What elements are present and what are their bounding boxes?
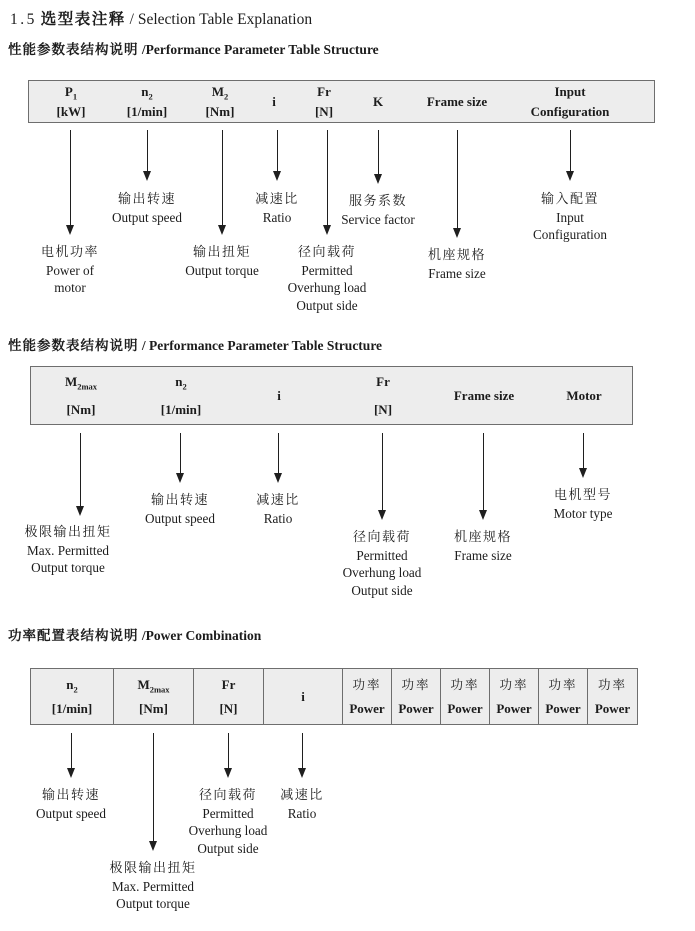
cell-text: K — [372, 94, 384, 109]
callout-label — [341, 193, 415, 228]
arrowhead-icon — [224, 768, 232, 778]
section-heading-en: / Performance Parameter Table Structure — [141, 338, 383, 353]
cell-text: [1/min] — [126, 104, 168, 119]
table-cell — [264, 669, 343, 724]
table-cell — [31, 669, 114, 724]
callout-label — [41, 244, 99, 297]
table-cell — [206, 81, 235, 122]
cell-text: 功率 — [597, 677, 627, 692]
down-arrow-icon — [180, 433, 181, 474]
callout-line: Output speed — [36, 805, 106, 821]
cell-text: [1/min] — [51, 701, 93, 716]
callout-line: motor — [54, 280, 86, 295]
callout-line: Overhung load — [287, 280, 367, 295]
table-cell — [374, 367, 392, 424]
cell-line — [554, 82, 585, 101]
cell-text: M — [64, 374, 78, 389]
callout-line: 服务系数 — [348, 194, 407, 209]
table-cell — [588, 669, 637, 724]
cell-text: 功率 — [450, 677, 480, 692]
callout-line: Output side — [296, 297, 358, 313]
callout-line: Permitted — [301, 262, 353, 278]
table-cell — [277, 367, 281, 424]
table-cell — [490, 669, 539, 724]
cell-text: Power — [545, 701, 581, 716]
callout-line: Output torque — [116, 896, 190, 911]
section-heading — [8, 38, 379, 58]
callout-line: 极限输出扭矩 — [24, 525, 112, 540]
cell-line — [161, 400, 201, 419]
cell-text: Fr — [376, 374, 390, 389]
cell-text: Power — [594, 701, 631, 716]
arrowhead-icon — [273, 171, 281, 181]
callout-line: 径向载荷 — [297, 245, 356, 260]
cell-line — [141, 82, 152, 101]
cell-text: [1/min] — [160, 402, 202, 417]
cell-text: P — [64, 84, 73, 99]
down-arrow-icon — [277, 130, 278, 172]
cell-line — [496, 699, 531, 718]
cell-text: [Nm] — [205, 104, 235, 119]
arrowhead-icon — [143, 171, 151, 181]
table-cell — [272, 81, 276, 122]
cell-line — [454, 386, 514, 405]
down-arrow-icon — [327, 130, 328, 226]
callout-line: Output torque — [185, 262, 259, 278]
cell-line — [206, 102, 235, 121]
cell-line — [137, 675, 169, 694]
callout-label — [109, 860, 196, 913]
cell-text: Fr — [317, 84, 331, 99]
cell-text: [N] — [219, 701, 238, 716]
section-heading-en: /Performance Parameter Table Structure — [141, 42, 379, 57]
cell-line — [222, 675, 236, 694]
down-arrow-icon — [147, 130, 148, 172]
callout-label — [428, 247, 486, 282]
cell-text: n — [141, 84, 149, 99]
cell-line — [373, 92, 383, 111]
cell-text: Input — [554, 84, 586, 99]
arrowhead-icon — [323, 225, 331, 235]
arrowhead-icon — [453, 228, 461, 238]
cell-line — [447, 699, 482, 718]
cell-text: 功率 — [548, 677, 578, 692]
cell-subscript: 2 — [73, 684, 78, 695]
table-cell — [539, 669, 588, 724]
callout-line: Frame size — [454, 547, 512, 563]
callout-label — [343, 529, 422, 599]
table-cell — [373, 81, 383, 122]
cell-line — [175, 372, 186, 391]
cell-line — [219, 699, 237, 718]
callout-line: Output side — [351, 582, 413, 598]
callout-line: Power of — [46, 262, 94, 278]
cell-text: 功率 — [499, 677, 529, 692]
table-cell — [57, 81, 86, 122]
callout-label — [256, 492, 300, 527]
callout-line: Frame size — [428, 265, 486, 281]
callout-label — [280, 787, 324, 822]
down-arrow-icon — [302, 733, 303, 769]
cell-line — [65, 82, 77, 101]
cell-text: i — [272, 94, 276, 109]
cell-line — [139, 699, 168, 718]
arrowhead-icon — [218, 225, 226, 235]
table-cell — [315, 81, 333, 122]
cell-line — [66, 675, 77, 694]
down-arrow-icon — [153, 733, 154, 842]
arrowhead-icon — [274, 473, 282, 483]
callout-label — [554, 487, 613, 522]
callout-line: 电机功率 — [40, 245, 100, 260]
cell-subscript: 2max — [149, 684, 170, 695]
callout-label — [255, 191, 299, 226]
down-arrow-icon — [583, 433, 584, 469]
page-title — [10, 7, 312, 29]
cell-text: 功率 — [352, 677, 382, 692]
cell-line — [376, 372, 390, 391]
callout-line: 输出转速 — [150, 493, 209, 508]
callout-line: 减速比 — [256, 493, 300, 508]
table-cell — [194, 669, 264, 724]
section-heading — [8, 334, 382, 354]
cell-subscript: 2 — [224, 91, 229, 102]
cell-text: 功率 — [401, 677, 431, 692]
callout-line: 径向载荷 — [198, 788, 257, 803]
section-heading — [8, 624, 261, 644]
callout-line: Output speed — [145, 510, 215, 526]
callout-label — [454, 529, 512, 564]
cell-text: n — [175, 374, 183, 389]
cell-text: Frame size — [426, 94, 488, 109]
param-table — [30, 366, 633, 425]
callout-line: Service factor — [341, 211, 415, 227]
table-cell — [127, 81, 167, 122]
callout-line: Output side — [197, 840, 259, 856]
table-cell — [427, 81, 487, 122]
table-cell — [454, 367, 514, 424]
arrowhead-icon — [566, 171, 574, 181]
section-heading-cn: 性能参数表结构说明 — [8, 42, 139, 57]
cell-line — [398, 699, 433, 718]
cell-line — [301, 687, 305, 706]
cell-text: Power — [447, 701, 483, 716]
callout-label — [112, 191, 182, 226]
callout-label — [185, 244, 259, 279]
callout-line: 减速比 — [280, 788, 324, 803]
cell-subscript: 2 — [148, 91, 153, 102]
cell-text: Power — [496, 701, 532, 716]
cell-text: Fr — [221, 677, 236, 692]
down-arrow-icon — [570, 130, 571, 172]
down-arrow-icon — [80, 433, 81, 507]
arrowhead-icon — [378, 510, 386, 520]
cell-line — [317, 82, 331, 101]
callout-line: Output torque — [31, 560, 105, 575]
callout-line: 输出扭矩 — [192, 245, 251, 260]
cell-line — [499, 675, 528, 694]
arrowhead-icon — [479, 510, 487, 520]
table-cell — [114, 669, 194, 724]
cell-text: Frame size — [453, 388, 515, 403]
cell-text: Power — [398, 701, 434, 716]
callout-line: Output speed — [112, 209, 182, 225]
cell-text: [Nm] — [139, 701, 168, 716]
cell-line — [315, 102, 333, 121]
arrowhead-icon — [66, 225, 74, 235]
callout-line: Permitted — [202, 805, 254, 821]
cell-line — [52, 699, 92, 718]
callout-line: 输出转速 — [41, 788, 100, 803]
cell-subscript: 2max — [77, 381, 98, 392]
arrowhead-icon — [579, 468, 587, 478]
arrowhead-icon — [149, 841, 157, 851]
callout-line: 极限输出扭矩 — [109, 861, 197, 876]
page-title-number: 1.5 — [10, 11, 37, 28]
cell-line — [67, 400, 96, 419]
callout-line: Overhung load — [342, 565, 422, 580]
cell-line — [595, 699, 630, 718]
arrowhead-icon — [67, 768, 75, 778]
cell-text: M — [137, 677, 150, 692]
callout-line: Ratio — [262, 209, 292, 225]
arrowhead-icon — [298, 768, 306, 778]
down-arrow-icon — [483, 433, 484, 511]
down-arrow-icon — [71, 733, 72, 769]
callout-line: Permitted — [356, 547, 408, 563]
page-title-cn: 选型表注释 — [40, 11, 126, 28]
down-arrow-icon — [278, 433, 279, 474]
callout-line: 径向载荷 — [352, 530, 411, 545]
cell-text: Configuration — [530, 104, 610, 119]
callout-line: Ratio — [263, 510, 293, 526]
cell-line — [65, 372, 97, 391]
callout-line: Overhung load — [188, 823, 268, 838]
cell-line — [545, 699, 580, 718]
param-table — [30, 668, 638, 725]
cell-line — [566, 386, 601, 405]
down-arrow-icon — [222, 130, 223, 226]
table-cell — [65, 367, 97, 424]
callout-line: Max. Permitted — [111, 878, 195, 894]
cell-line — [57, 102, 86, 121]
table-cell — [441, 669, 490, 724]
cell-text: i — [277, 388, 281, 403]
cell-subscript: 2 — [182, 381, 187, 392]
cell-line — [127, 102, 167, 121]
cell-text: [kW] — [56, 104, 86, 119]
cell-text: n — [66, 677, 74, 692]
down-arrow-icon — [382, 433, 383, 511]
table-cell — [161, 367, 201, 424]
down-arrow-icon — [457, 130, 458, 229]
callout-line: Input — [556, 209, 584, 225]
cell-text: Motor — [566, 388, 602, 403]
callout-line: 输出转速 — [117, 192, 176, 207]
section-heading-cn: 功率配置表结构说明 — [8, 628, 139, 643]
callout-label — [288, 244, 367, 314]
arrowhead-icon — [76, 506, 84, 516]
callout-line: Motor type — [553, 505, 613, 521]
param-table — [28, 80, 655, 123]
cell-line — [349, 699, 384, 718]
cell-line — [548, 675, 577, 694]
section-heading-en: /Power Combination — [141, 628, 262, 643]
callout-line: Max. Permitted — [26, 542, 110, 558]
callout-line: 机座规格 — [427, 248, 487, 263]
callout-line: 输入配置 — [540, 192, 599, 207]
callout-label — [145, 492, 215, 527]
cell-line — [450, 675, 479, 694]
cell-line — [374, 400, 392, 419]
cell-line — [531, 102, 610, 121]
cell-line — [598, 675, 627, 694]
cell-text: i — [301, 689, 305, 704]
callout-line: 电机型号 — [553, 488, 613, 503]
callout-line: 机座规格 — [453, 530, 513, 545]
callout-label — [189, 787, 268, 857]
table-cell — [343, 669, 392, 724]
cell-text: [N] — [314, 104, 334, 119]
cell-text: [Nm] — [66, 402, 96, 417]
callout-line: 减速比 — [255, 192, 299, 207]
section-heading-cn: 性能参数表结构说明 — [8, 338, 139, 353]
callout-label — [24, 524, 111, 577]
cell-line — [401, 675, 430, 694]
callout-label — [533, 191, 607, 244]
cell-text: Power — [349, 701, 385, 716]
cell-line — [212, 82, 229, 101]
cell-line — [352, 675, 381, 694]
cell-line — [427, 92, 487, 111]
page-title-en: / Selection Table Explanation — [129, 11, 313, 28]
table-cell — [566, 367, 601, 424]
down-arrow-icon — [378, 130, 379, 175]
down-arrow-icon — [70, 130, 71, 226]
cell-text: [N] — [373, 402, 393, 417]
callout-line: Ratio — [287, 805, 317, 821]
table-cell — [392, 669, 441, 724]
table-cell — [531, 81, 610, 122]
cell-line — [277, 386, 281, 405]
callout-line: Configuration — [533, 227, 607, 242]
cell-subscript: 1 — [72, 91, 78, 102]
callout-label — [36, 787, 106, 822]
arrowhead-icon — [176, 473, 184, 483]
arrowhead-icon — [374, 174, 382, 184]
cell-text: M — [211, 84, 225, 99]
down-arrow-icon — [228, 733, 229, 769]
cell-line — [272, 92, 276, 111]
